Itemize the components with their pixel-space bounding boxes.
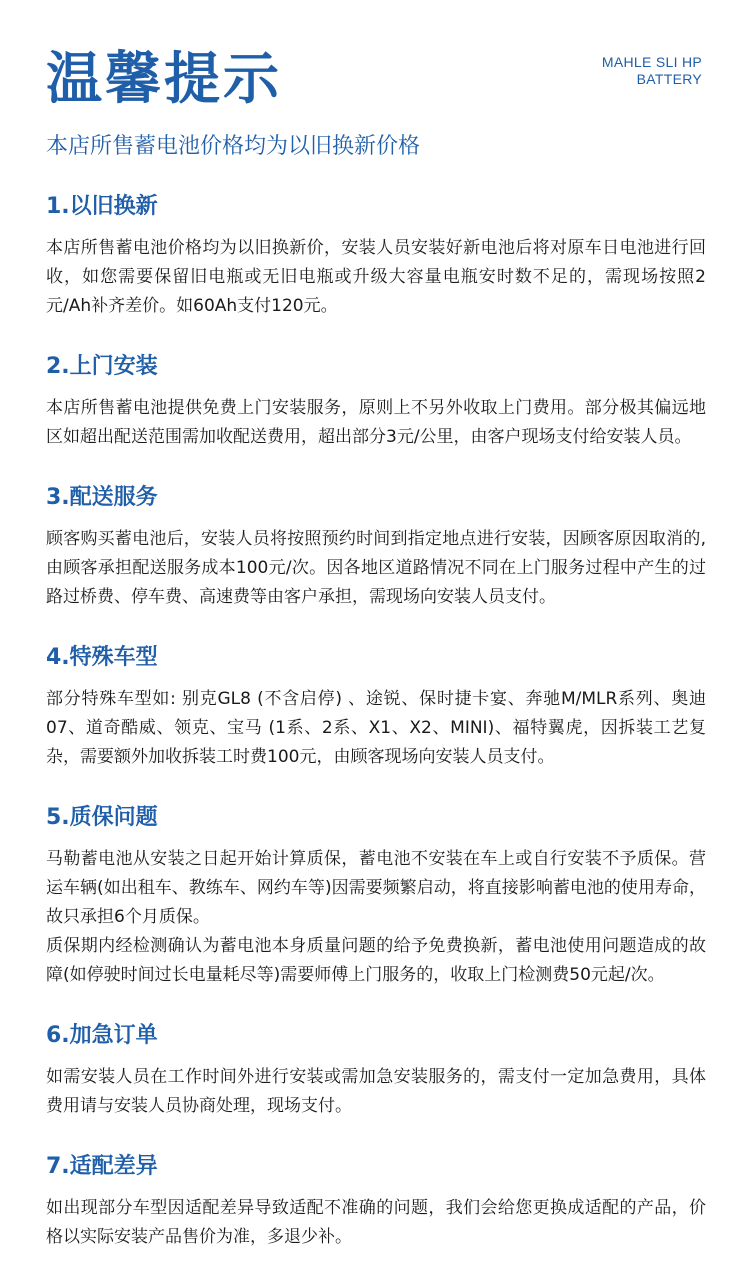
section-special-models xyxy=(46,641,706,772)
section-body: 质保期内经检测确认为蓄电池本身质量问题的给予免费换新，蓄电池使用问题造成的故障(如停驶时间过长电量耗尽等)需要师傅上门服务的，收取上门检测费50元起/次。 xyxy=(46,936,706,985)
section-body: 本店所售蓄电池提供免费上门安装服务，原则上不另外收取上门费用。部分极其偏远地区如超出配送范围需加收配送费用，超出部分3元/公里，由客户现场支付给安装人员。 xyxy=(46,398,706,447)
section-trade-in xyxy=(46,190,706,321)
page-title: 温馨提示 xyxy=(46,47,282,112)
section-body: 本店所售蓄电池价格均为以旧换新价，安装人员安装好新电池后将对原车日电池进行回收，如您需要保留旧电瓶或无旧电瓶或升级大容量电瓶安时数不足的，需现场按照2元/Ah补齐差价。如60Ah支付120元。 xyxy=(46,238,706,316)
section-body: 马勒蓄电池从安装之日起开始计算质保，蓄电池不安装在车上或自行安装不予质保。营运车辆(如出租车、教练车、网约车等)因需要频繁启动，将直接影响蓄电池的使用寿命，故只承担6个月质保。 xyxy=(46,849,706,927)
section-heading: 2.上门安装 xyxy=(46,354,158,379)
brand-line-1: MAHLE SLI HP xyxy=(601,54,702,70)
section-heading: 3.配送服务 xyxy=(46,485,158,510)
brand-line-2: BATTERY xyxy=(636,71,702,87)
section-heading: 5.质保问题 xyxy=(46,805,158,830)
section-body: 如出现部分车型因适配差异导致适配不准确的问题，我们会给您更换成适配的产品，价格以实际安装产品售价为准，多退少补。 xyxy=(46,1198,706,1247)
section-delivery xyxy=(46,481,706,612)
section-warranty xyxy=(46,801,706,990)
section-door-installation xyxy=(46,350,706,452)
section-body: 如需安装人员在工作时间外进行安装或需加急安装服务的，需支付一定加急费用，具体费用请与安装人员协商处理，现场支付。 xyxy=(46,1067,706,1116)
section-urgent-orders xyxy=(46,1019,706,1121)
page-subtitle: 本店所售蓄电池价格均为以旧换新价格 xyxy=(46,134,421,159)
section-body: 部分特殊车型如: 别克GL8 (不含启停) 、途锐、保时捷卡宴、奔驰M/MLR系列、奥迪07、道奇酷威、领克、宝马 (1系、2系、X1、X2、MINI)、福特翼虎，因拆装工艺复杂，需要额外加收拆装工时费100元，由顾客现场向安装人员支付。 xyxy=(46,689,706,767)
section-heading: 4.特殊车型 xyxy=(46,645,158,670)
section-body: 顾客购买蓄电池后，安装人员将按照预约时间到指定地点进行安装，因顾客原因取消的,由顾客承担配送服务成本100元/次。因各地区道路情况不同在上门服务过程中产生的过路过桥费、停车费、高速费等由客户承担，需现场向安装人员支付。 xyxy=(46,529,706,607)
section-heading: 6.加急订单 xyxy=(46,1023,158,1048)
brand-logo-text xyxy=(602,54,702,88)
section-fitment-differences xyxy=(46,1150,706,1252)
notice-sections xyxy=(46,190,706,1281)
section-heading: 1.以旧换新 xyxy=(46,194,158,219)
section-heading: 7.适配差异 xyxy=(46,1154,158,1179)
